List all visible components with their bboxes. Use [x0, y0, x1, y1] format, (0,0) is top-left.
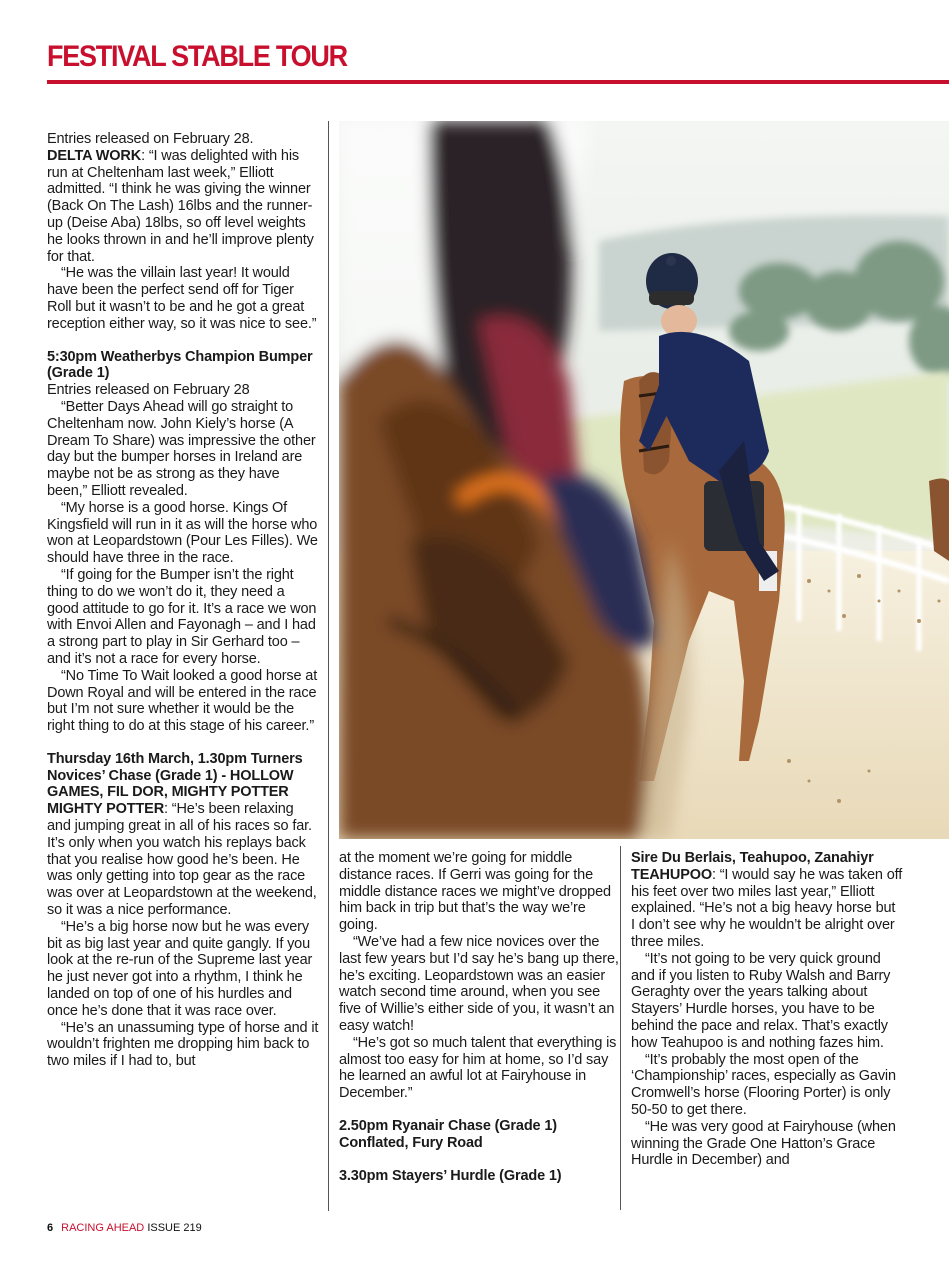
- paragraph: DELTA WORK: “I was delighted with his run at Cheltenham last week,” Elliott admitted. “I think he was giving the winner (Back On The Lash) 16lbs and the runner-up (Deise Aba) 18lbs, so off level weights he looks thrown in and he’ll improve plenty for that.: [47, 147, 314, 265]
- horse-training-photo: [339, 121, 949, 839]
- paragraph: “He was very good at Fairyhouse (when winning the Grade One Hatton’s Grace Hurdle in December) and: [631, 1118, 896, 1169]
- race-heading: Sire Du Berlais, Teahupoo, Zanahiyr: [631, 850, 874, 866]
- paragraph: “He’s an unassuming type of horse and it wouldn’t frighten me dropping him back to two miles if I had to, but: [47, 1019, 319, 1070]
- page-section-title: FESTIVAL STABLE TOUR: [47, 40, 347, 73]
- issue-number: ISSUE 219: [147, 1222, 202, 1234]
- paragraph: MIGHTY POTTER: “He’s been relaxing and jumping great in all of his races so far. It’s only when you watch his replays back that you realise how good he’s been. He was only getting into top gear as the race was over at Leopardstown at the weekend, so it was a nice performance.: [47, 801, 317, 919]
- paragraph: “Better Days Ahead will go straight to Cheltenham now. John Kiely’s horse (A Dream To Share) was impressive the other day but the bumper horses in Ireland are maybe not be as strong as they have been,” Elliott revealed.: [47, 398, 316, 499]
- article-column-1: [47, 131, 319, 1070]
- photo-illustration: [339, 121, 949, 839]
- header-rule: [47, 80, 949, 84]
- race-heading: Thursday 16th March, 1.30pm Turners Novices’ Chase (Grade 1) - HOLLOW GAMES, FIL DOR, MIGHTY POTTER: [47, 750, 303, 801]
- horse-name: TEAHUPOO: [631, 866, 712, 883]
- race-heading: 2.50pm Ryanair Chase (Grade 1) Conflated, Fury Road: [339, 1117, 557, 1151]
- paragraph: “He’s a big horse now but he was every bit as big last year and quite gangly. If you look at the re-run of the Supreme last year he just never got into a rhythm, I think he landed on top of one of his hurdles and once he’s done that it was race over.: [47, 918, 313, 1019]
- horse-name: DELTA WORK: [47, 147, 142, 164]
- paragraph: “My horse is a good horse. Kings Of Kingsfield will run in it as will the horse who won at Leopardstown (Pour Les Filles). We should have three in the race.: [47, 499, 318, 567]
- horse-name: MIGHTY POTTER: [47, 801, 165, 818]
- column-divider: [620, 846, 621, 1210]
- paragraph: “No Time To Wait looked a good horse at Down Royal and will be entered in the race but I’m not sure whether it would be the right thing to do at this stage of his career.”: [47, 667, 318, 735]
- paragraph: “If going for the Bumper isn’t the right thing to do we won’t do it, they need a good attitude to go for it. It’s a race we won with Envoi Allen and Fayonagh – and I had a strong part to play in Sir Gerhard too – and it’s not a race for every horse.: [47, 566, 317, 667]
- paragraph: TEAHUPOO: “I would say he was taken off his feet over two miles last year,” Elliott explained. “He’s not a big heavy horse but I don’t see why he wouldn’t be alright over three miles.: [631, 866, 903, 950]
- page-footer: [47, 1222, 202, 1234]
- paragraph: “He’s got so much talent that everything is almost too easy for him at home, so I’d say he learned an awful lot at Fairyhouse in December.”: [339, 1034, 617, 1102]
- paragraph: Entries released on February 28.: [47, 131, 254, 147]
- column-divider: [328, 121, 329, 1211]
- article-column-3: [631, 850, 903, 1169]
- paragraph: “It’s not going to be very quick ground and if you listen to Ruby Walsh and Barry Geraghty over the years talking about Stayers’ Hurdle horses, you have to be behind the pace and relax. That’s exactly how Teahupoo is and nothing fazes him.: [631, 950, 891, 1051]
- race-heading: 3.30pm Stayers’ Hurdle (Grade 1): [339, 1167, 562, 1184]
- paragraph: “He was the villain last year! It would have been the perfect send off for Tiger Roll but it wasn’t to be and he got a great reception either way, so it was nice to see.”: [47, 265, 317, 332]
- paragraph: at the moment we’re going for middle distance races. If Gerri was going for the middle distance races we might’ve dropped him back in trip but that’s the way we’re going.: [339, 850, 611, 934]
- paragraph: “It’s probably the most open of the ‘Championship’ races, especially as Gavin Cromwell’s horse (Flooring Porter) is only 50-50 to get there.: [631, 1051, 896, 1118]
- paragraph: Entries released on February 28: [47, 382, 250, 399]
- race-heading: 5:30pm Weatherbys Champion Bumper (Grade 1): [47, 348, 313, 382]
- paragraph: “We’ve had a few nice novices over the last few years but I’d say he’s bang up there, he’s exciting. Leopardstown was an easier watch second time around, when you see five of Willie’s either side of you, it wasn’t an easy watch!: [339, 933, 619, 1034]
- page-number: 6: [47, 1222, 54, 1234]
- article-column-2: [339, 850, 619, 1184]
- publication-name: RACING AHEAD: [61, 1222, 145, 1234]
